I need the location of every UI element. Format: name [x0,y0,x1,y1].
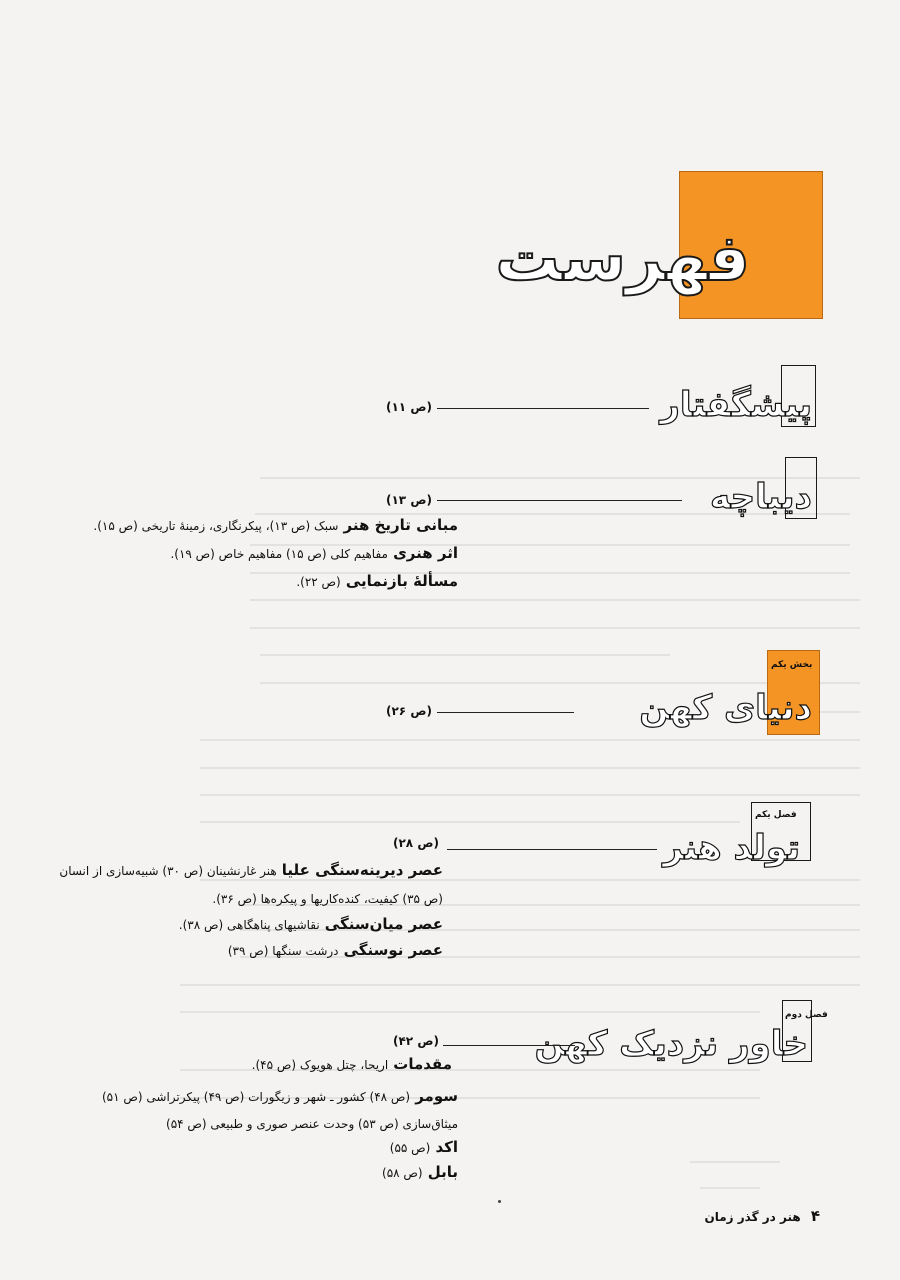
entry-detail: (ص ۲۲). [296,575,341,589]
leader-line [437,500,682,501]
leader-line [443,1045,575,1046]
toc-entry [252,1054,452,1073]
page-footer [704,1207,820,1225]
chapter-label: فصل یکم [755,810,797,820]
section-page-ref: (ص ۲۶) [386,704,432,718]
entry-heading: اثر هنری [393,544,458,562]
entry-heading: مبانی تاریخ هنر [343,516,458,534]
entry-heading: عصر میان‌سنگی [324,915,443,933]
section-title-near-east: خاور نزدیک کهن [534,1024,808,1064]
toc-entry [102,1086,458,1105]
entry-heading: بابل [427,1163,458,1181]
entry-heading: مسألهٔ بازنمایی [345,572,458,590]
entry-heading: عصر دیرینه‌سنگی علیا [281,861,443,879]
entry-detail: سبک (ص ۱۳)، پیکرنگاری، زمینهٔ تاریخی (ص ۱۵). [93,519,339,533]
entry-detail: (ص ۳۵) کیفیت، کنده‌کاریها و پیکره‌ها (ص ۳۶). [212,892,443,906]
entry-heading: سومر [415,1087,458,1105]
toc-entry [228,940,443,959]
toc-entry [390,1137,458,1156]
leader-line [437,712,574,713]
section-title-preface: پیشگفتار [660,385,812,425]
entry-detail: (ص ۴۸) کشور ـ شهر و زیگورات (ص ۴۹) پیکرتراشی (ص ۵۱) [101,1090,411,1104]
toc-entry [170,543,458,562]
section-page-ref: (ص ۱۳) [386,493,432,507]
entry-heading: اکد [435,1138,458,1156]
entry-detail: مفاهیم کلی (ص ۱۵) مفاهیم خاص (ص ۱۹). [170,547,388,561]
section-page-ref: (ص ۱۱) [386,400,432,414]
section-title-birth-of-art: تولد هنر [663,828,800,868]
entry-detail: اریحا، چتل هویوک (ص ۴۵). [251,1058,389,1072]
section-title-introduction: دیباچه [710,477,812,517]
toc-entry [93,515,458,534]
section-page-ref: (ص ۴۲) [393,1034,439,1048]
page-number: ۴ [810,1207,820,1225]
section-title-ancient-world: دنیای کهن [639,688,812,728]
entry-heading: عصر نوسنگی [343,941,443,959]
print-speck [498,1200,501,1203]
leader-line [447,849,657,850]
entry-detail: (ص ۵۵) [389,1141,431,1155]
chapter-label: فصل دوم [785,1010,828,1020]
toc-entry [179,914,443,933]
toc-entry [166,1113,458,1132]
entry-detail: (ص ۵۸) [382,1166,423,1180]
entry-heading: مقدمات [393,1055,452,1073]
entry-detail: میثاق‌سازی (ص ۵۳) وحدت عنصر صوری و طبیعی (ص ۵۴) [166,1117,458,1131]
toc-entry [212,888,443,907]
entry-detail: درشت سنگها (ص ۳۹) [227,944,339,958]
toc-entry [296,571,458,590]
toc-entry [382,1162,458,1181]
entry-detail: نقاشیهای پناهگاهی (ص ۳۸). [178,918,320,932]
section-page-ref: (ص ۲۸) [393,836,439,850]
toc-entry [59,860,443,879]
part-label: بخش یکم [771,660,813,670]
leader-line [437,408,649,409]
book-title: هنر در گذر زمان [704,1210,801,1224]
entry-detail: هنر غارنشینان (ص ۳۰) شبیه‌سازی از انسان [59,864,277,878]
page-title: فهرست [495,222,750,296]
